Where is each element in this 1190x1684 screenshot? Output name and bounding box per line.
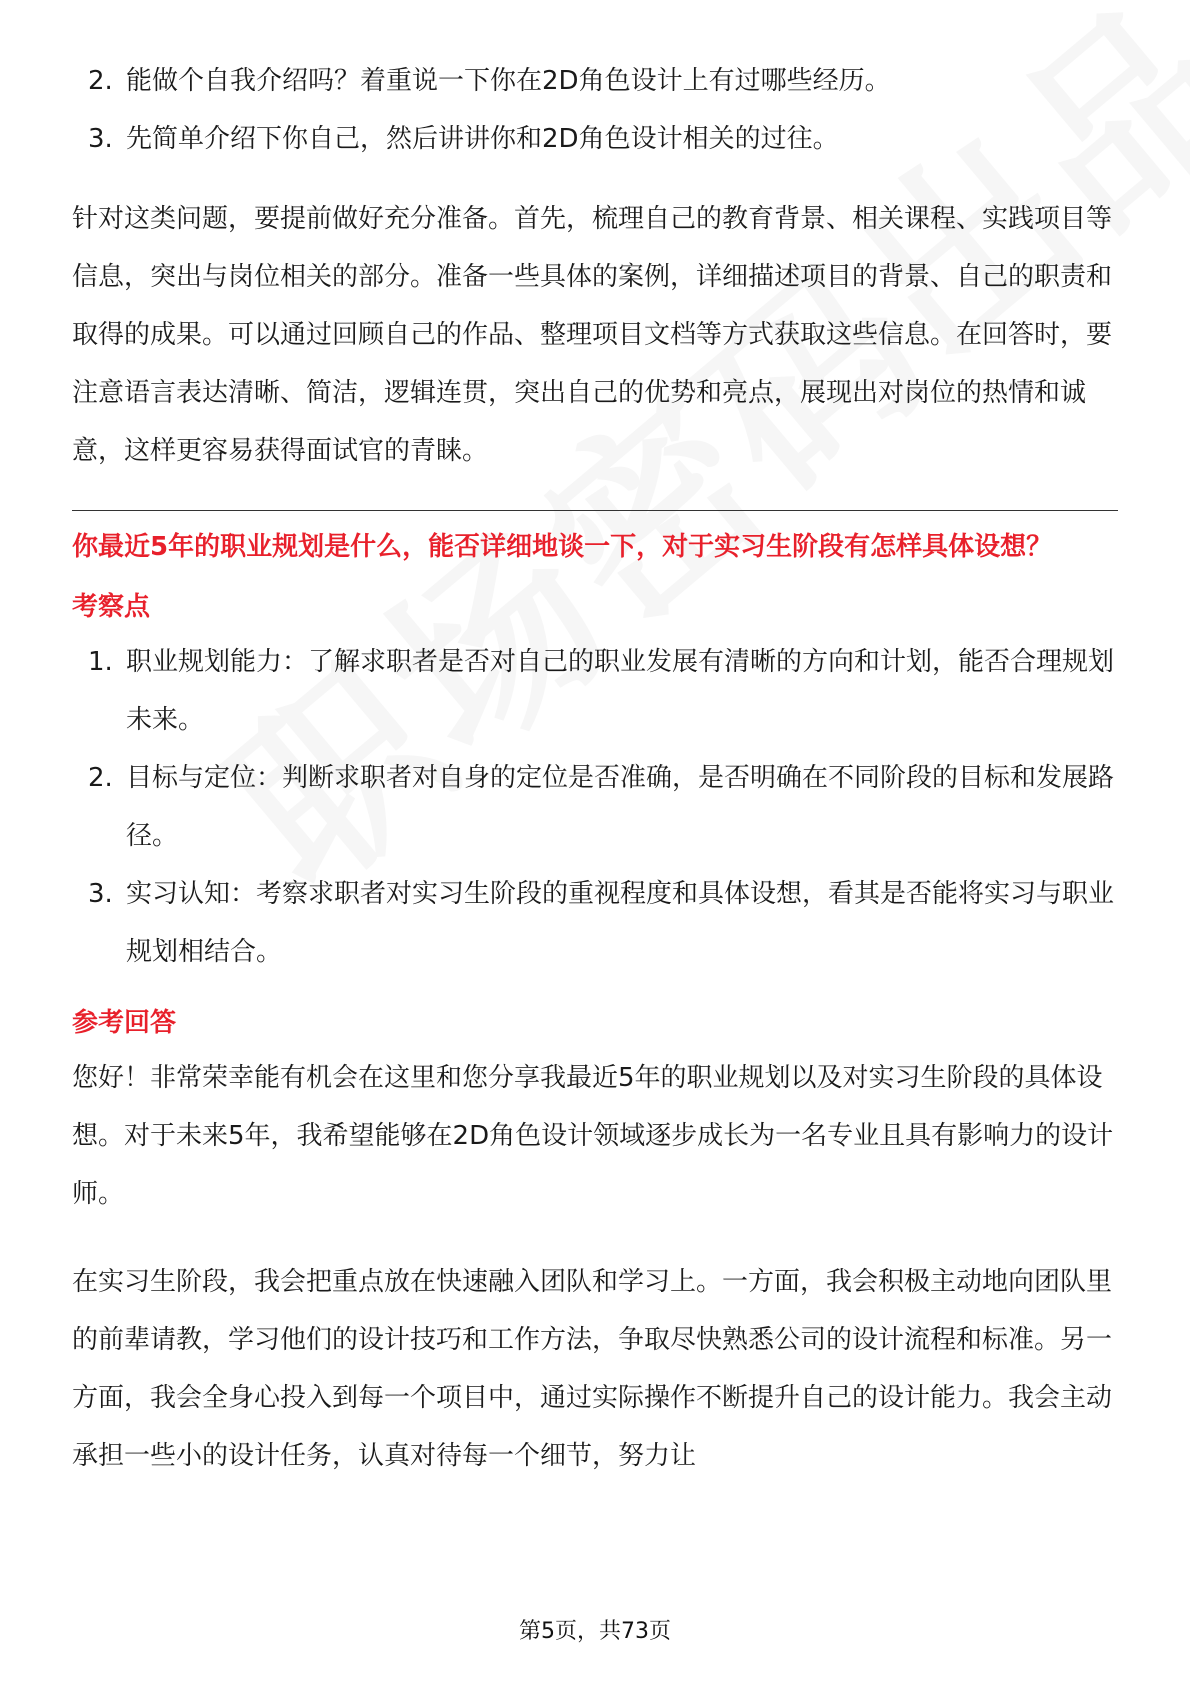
intro-question-list <box>72 52 1118 168</box>
list-item <box>72 52 1118 110</box>
focus-list <box>72 633 1118 981</box>
answer-paragraph: 在实习生阶段，我会把重点放在快速融入团队和学习上。一方面，我会积极主动地向团队里的前辈请教，学习他们的设计技巧和工作方法，争取尽快熟悉公司的设计流程和标准。另一方面，我会全身心投入到每一个项目中，通过实际操作不断提升自己的设计能力。我会主动承担一些小的设计任务，认真对待每一个细节，努力让 <box>72 1267 1113 1471</box>
list-item <box>72 749 1118 865</box>
list-item <box>72 865 1118 981</box>
page-footer: 第5页，共73页 <box>519 1619 671 1644</box>
document-page <box>72 52 1118 1485</box>
focus-heading: 考察点 <box>72 592 151 622</box>
list-text: 目标与定位：判断求职者对自身的定位是否准确，是否明确在不同阶段的目标和发展路径。 <box>126 763 1115 851</box>
answer-paragraph: 您好！非常荣幸能有机会在这里和您分享我最近5年的职业规划以及对实习生阶段的具体设想。对于未来5年，我希望能够在2D角色设计领域逐步成长为一名专业且具有影响力的设计师。 <box>72 1063 1114 1209</box>
list-item <box>72 110 1118 168</box>
list-text: 实习认知：考察求职者对实习生阶段的重视程度和具体设想，看其是否能将实习与职业规划相结合。 <box>126 879 1115 967</box>
answer-heading: 参考回答 <box>72 1008 177 1038</box>
list-number: 2. <box>88 763 113 793</box>
list-text: 职业规划能力：了解求职者是否对自己的职业发展有清晰的方向和计划，能否合理规划未来。 <box>126 647 1115 735</box>
list-text: 先简单介绍下你自己，然后讲讲你和2D角色设计相关的过往。 <box>126 124 839 154</box>
list-text: 能做个自我介绍吗？着重说一下你在2D角色设计上有过哪些经历。 <box>126 66 891 96</box>
list-number: 3. <box>88 124 113 154</box>
list-item <box>72 633 1118 749</box>
section-divider <box>72 510 1118 511</box>
interview-question: 你最近5年的职业规划是什么，能否详细地谈一下，对于实习生阶段有怎样具体设想？ <box>72 532 1053 562</box>
list-number: 2. <box>88 66 113 96</box>
prep-paragraph: 针对这类问题，要提前做好充分准备。首先，梳理自己的教育背景、相关课程、实践项目等信息，突出与岗位相关的部分。准备一些具体的案例，详细描述项目的背景、自己的职责和取得的成果。可以通过回顾自己的作品、整理项目文档等方式获取这些信息。在回答时，要注意语言表达清晰、简洁，逻辑连贯，突出自己的优势和亮点，展现出对岗位的热情和诚意，这样更容易获得面试官的青睐。 <box>72 204 1113 466</box>
list-number: 3. <box>88 879 113 909</box>
list-number: 1. <box>88 647 113 677</box>
